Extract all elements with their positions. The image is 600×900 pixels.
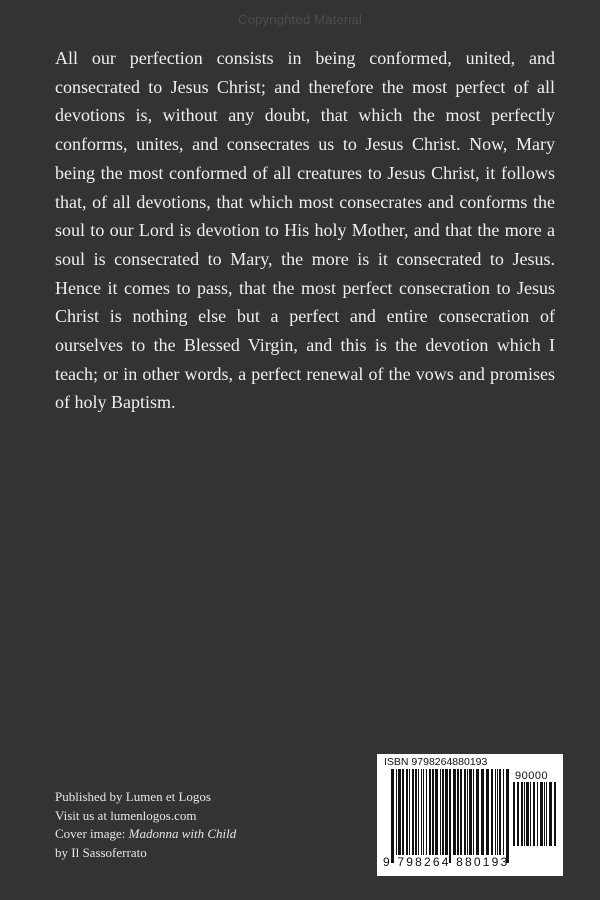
barcode-bar: [412, 769, 414, 855]
barcode-bar: [540, 782, 543, 846]
barcode-bar: [398, 769, 401, 855]
copyright-watermark: Copyrighted Material: [238, 12, 362, 27]
barcode-bar: [530, 782, 531, 846]
barcode-bar: [476, 769, 479, 855]
cover-image-label: Cover image:: [55, 826, 129, 841]
barcode-bar: [445, 769, 448, 855]
barcode-bar: [402, 769, 404, 855]
publisher-line: Published by Lumen et Logos: [55, 789, 211, 804]
barcode-digits: 9 798264 880193: [383, 855, 510, 869]
barcode-bar: [486, 769, 489, 855]
barcode-bar: [521, 782, 523, 846]
barcode-bar: [554, 782, 556, 846]
barcode-bar: [544, 782, 545, 846]
artist-line: by Il Sassoferrato: [55, 844, 147, 860]
barcode-bar: [396, 769, 397, 855]
barcode-bar: [537, 782, 538, 846]
isbn-label: ISBN 9798264880193: [384, 756, 488, 768]
barcode-bar: [415, 769, 417, 855]
barcode-bar: [506, 769, 509, 863]
barcode-bar: [533, 782, 535, 846]
barcode-bar: [457, 769, 459, 855]
barcode-bar: [499, 769, 501, 855]
barcode-bar: [495, 769, 496, 855]
barcode-bar: [440, 769, 441, 855]
barcode-bar: [467, 769, 468, 855]
barcode-bar: [409, 769, 410, 855]
isbn-barcode: [377, 754, 563, 876]
blurb-paragraph: All our perfection consists in being conformed, united, and consecrated to Jesus Christ; and therefore the most perfect of all devotions is, without any doubt, that which the most perfectly conforms, unites, and consecrates us to Jesus Christ. Now, Mary being the most conformed of all creatures to Jesus Christ, it follows that, of all devotions, that which most consecrates and conforms the soul to our Lord is devotion to His holy Mother, and that the more a soul is consecrated to Mary, the more is it consecrated to Jesus. Hence it comes to pass, that the most perfect consecration to Jesus Christ is nothing else but a perfect and entire consecration of ourselves to the Blessed Virgin, and this is the devotion which I teach; or in other words, a perfect renewal of the vows and promises of holy Baptism.: [55, 48, 555, 413]
barcode-bar: [421, 769, 422, 855]
cover-image-line: [55, 825, 335, 844]
back-cover-blurb: [55, 44, 555, 417]
barcode-bar: [526, 782, 529, 846]
barcode-bar: [442, 769, 444, 855]
barcode-bar: [449, 769, 451, 863]
barcode-bar: [460, 769, 462, 855]
barcode-bar: [453, 769, 456, 855]
barcode-bar: [423, 769, 424, 855]
barcode-bar: [549, 782, 552, 846]
barcode-bar: [524, 782, 525, 846]
barcode-bar: [517, 782, 519, 846]
barcode-bar: [426, 769, 427, 855]
barcode-bar: [473, 769, 474, 855]
cover-image-title: Madonna with Child: [128, 826, 237, 841]
barcode-bar: [503, 769, 504, 855]
price-code: 90000: [515, 770, 549, 782]
barcode-bar: [513, 782, 515, 846]
barcode-bar: [418, 769, 419, 855]
barcode-bar: [469, 769, 472, 855]
barcode-bar: [406, 769, 408, 855]
barcode-bar: [432, 769, 434, 855]
publisher-info: [55, 788, 335, 862]
barcode-bar: [546, 782, 547, 846]
barcode-bar: [435, 769, 438, 855]
barcode-bar: [497, 769, 498, 855]
barcode-bar: [481, 769, 484, 855]
barcode-addon-bars: [513, 782, 559, 854]
barcode-main-bars: [391, 769, 509, 863]
barcode-bar: [429, 769, 431, 855]
barcode-bar: [391, 769, 394, 863]
barcode-bar: [464, 769, 466, 855]
website-line: Visit us at lumenlogos.com: [55, 807, 197, 823]
barcode-bar: [491, 769, 493, 855]
